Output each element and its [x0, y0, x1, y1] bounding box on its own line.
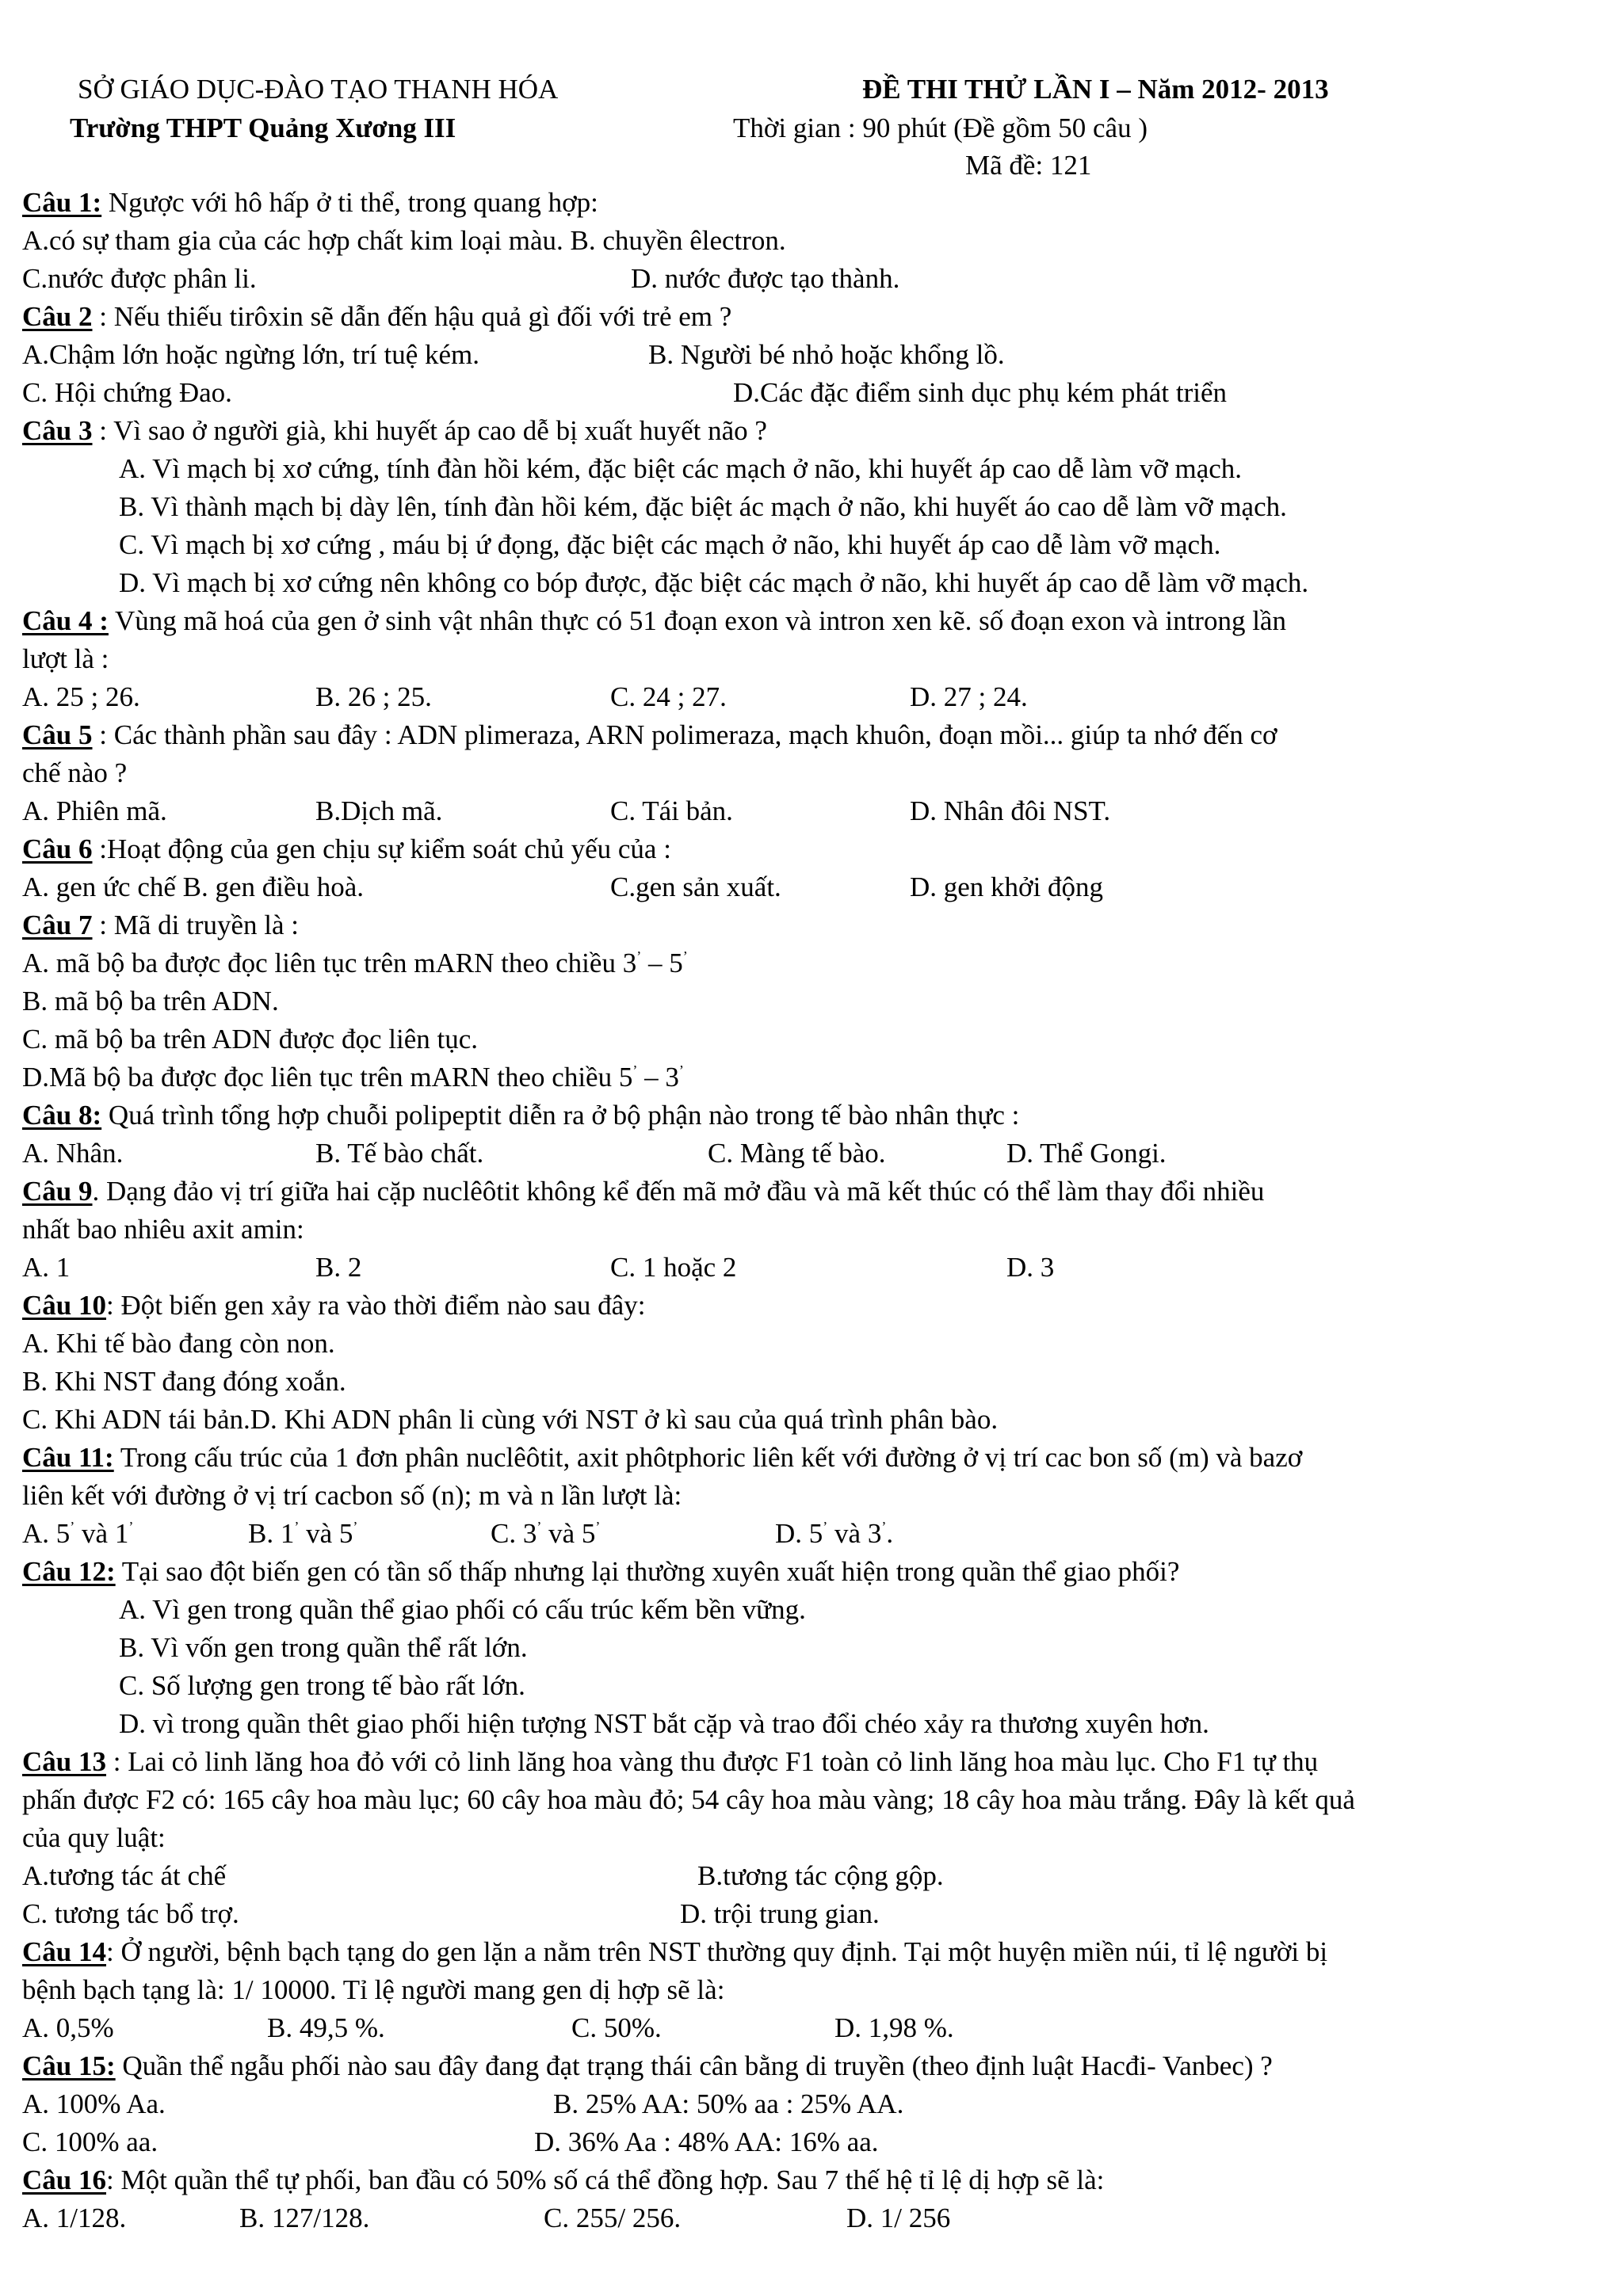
question-label: Câu 5 — [22, 719, 93, 750]
q3-option-a: A. Vì mạch bị xơ cứng, tính đàn hồi kém, đặc biệt các mạch ở não, khi huyết áp cao dễ làm vỡ mạch. — [119, 453, 1243, 484]
q11-option-a — [22, 1518, 133, 1550]
prime-mark: ’ — [353, 1519, 358, 1535]
prime-mark: ’ — [70, 1519, 75, 1535]
question-label: Câu 16 — [22, 2164, 106, 2195]
question-9-continued: nhất bao nhiêu axit amin: — [22, 1214, 304, 1245]
question-1 — [22, 187, 598, 219]
question-4 — [22, 605, 1286, 637]
q1-option-d: D. nước được tạo thành. — [631, 263, 900, 294]
q10-option-cd: C. Khi ADN tái bản.D. Khi ADN phân li cùng với NST ở kì sau của quá trình phân bào. — [22, 1404, 999, 1435]
q6-option-c: C.gen sản xuất. — [610, 871, 781, 902]
q4-option-b: B. 26 ; 25. — [315, 681, 432, 712]
q2-option-c: C. Hội chứng Đao. — [22, 377, 232, 408]
question-label: Câu 11: — [22, 1442, 114, 1473]
question-label: Câu 6 — [22, 833, 93, 864]
question-10 — [22, 1290, 645, 1322]
question-6 — [22, 833, 671, 865]
question-label: Câu 1: — [22, 187, 102, 218]
question-text: : Nếu thiếu tirôxin sẽ dẫn đến hậu quả gì đối với trẻ em ? — [92, 301, 732, 332]
question-text: : Vì sao ở người già, khi huyết áp cao dễ bị xuất huyết não ? — [92, 415, 767, 446]
department-heading: SỞ GIÁO DỤC-ĐÀO TẠO THANH HÓA — [78, 74, 559, 105]
q14-option-b: B. 49,5 %. — [267, 2012, 385, 2043]
q14-option-d: D. 1,98 %. — [834, 2012, 954, 2043]
q10-option-b: B. Khi NST đang đóng xoắn. — [22, 1366, 346, 1397]
prime-mark: ’ — [537, 1519, 542, 1535]
prime-mark: ’ — [294, 1519, 300, 1535]
question-label: Câu 10 — [22, 1290, 106, 1321]
question-13-continued: phấn được F2 có: 165 cây hoa màu lục; 60 cây hoa màu đỏ; 54 cây hoa màu vàng; 18 cây hoa màu trắng. Đây là kết quả — [22, 1784, 1355, 1815]
option-text: – 3 — [637, 1062, 679, 1093]
question-7 — [22, 910, 299, 941]
option-text: A. mã bộ ba được đọc liên tục trên mARN theo chiều 3 — [22, 948, 637, 978]
q15-option-c: C. 100% aa. — [22, 2126, 158, 2157]
question-text: Tại sao đột biến gen có tần số thấp nhưng lại thường xuyên xuất hiện trong quần thể giao phối? — [115, 1556, 1180, 1587]
q9-option-b: B. 2 — [315, 1252, 362, 1283]
question-label: Câu 13 — [22, 1746, 106, 1777]
q2-option-a: A.Chậm lớn hoặc ngừng lớn, trí tuệ kém. — [22, 339, 480, 370]
prime-mark: ’ — [128, 1519, 134, 1535]
q4-option-d: D. 27 ; 24. — [910, 681, 1028, 712]
q12-option-a: A. Vì gen trong quần thể giao phối có cấu trúc kếm bền vững. — [119, 1594, 806, 1625]
q15-option-b: B. 25% AA: 50% aa : 25% AA. — [553, 2088, 904, 2119]
question-label: Câu 8: — [22, 1100, 102, 1131]
q2-option-d: D.Các đặc điểm sinh dục phụ kém phát triển — [733, 377, 1228, 408]
q6-option-ab: A. gen ức chế B. gen điều hoà. — [22, 871, 365, 902]
question-text: Ngược với hô hấp ở ti thể, trong quang hợp: — [101, 187, 598, 218]
question-label: Câu 12: — [22, 1556, 116, 1587]
option-text: D. 5 — [775, 1518, 823, 1549]
question-16 — [22, 2164, 1104, 2196]
q6-option-d: D. gen khởi động — [910, 871, 1104, 902]
q2-option-b: B. Người bé nhỏ hoặc khổng lồ. — [648, 339, 1005, 370]
q13-option-c: C. tương tác bổ trợ. — [22, 1898, 239, 1929]
q7-option-b: B. mã bộ ba trên ADN. — [22, 986, 279, 1016]
question-14 — [22, 1936, 1327, 1968]
exam-duration: Thời gian : 90 phút (Đề gồm 50 câu ) — [733, 113, 1148, 143]
q1-option-c: C.nước được phân li. — [22, 263, 257, 294]
q7-option-a — [22, 948, 688, 979]
exam-code: Mã đề: 121 — [965, 150, 1092, 181]
q5-option-d: D. Nhân đôi NST. — [910, 795, 1111, 826]
q12-option-c: C. Số lượng gen trong tế bào rất lớn. — [119, 1670, 525, 1701]
q8-option-d: D. Thể Gongi. — [1006, 1138, 1167, 1169]
prime-mark: ’ — [636, 948, 642, 964]
q16-option-a: A. 1/128. — [22, 2203, 127, 2233]
q4-option-c: C. 24 ; 27. — [610, 681, 727, 712]
q9-option-a: A. 1 — [22, 1252, 71, 1283]
prime-mark: ’ — [632, 1062, 638, 1078]
q16-option-b: B. 127/128. — [239, 2203, 370, 2233]
prime-mark: ’ — [678, 1062, 684, 1078]
q13-option-a: A.tương tác át chế — [22, 1860, 227, 1891]
question-text: : Mã di truyền là : — [92, 910, 300, 940]
q7-option-d — [22, 1062, 684, 1093]
question-13 — [22, 1746, 1318, 1778]
question-5-continued: chế nào ? — [22, 757, 128, 788]
question-label: Câu 9 — [22, 1176, 93, 1207]
q13-option-b: B.tương tác cộng gộp. — [697, 1860, 944, 1891]
question-14-continued: bệnh bạch tạng là: 1/ 10000. Tỉ lệ người mang gen dị hợp sẽ là: — [22, 1974, 725, 2005]
question-label: Câu 14 — [22, 1936, 106, 1967]
q7-option-c: C. mã bộ ba trên ADN được đọc liên tục. — [22, 1024, 478, 1055]
question-3 — [22, 415, 767, 447]
question-text: : Lai cỏ linh lăng hoa đỏ với cỏ linh lăng hoa vàng thu được F1 toàn cỏ linh lăng hoa màu lục. Cho F1 tự thụ — [106, 1746, 1319, 1777]
q11-option-c — [491, 1518, 600, 1550]
q12-option-b: B. Vì vốn gen trong quần thể rất lớn. — [119, 1632, 528, 1663]
option-text: . — [886, 1518, 894, 1549]
q15-option-a: A. 100% Aa. — [22, 2088, 166, 2119]
question-text: . Dạng đảo vị trí giữa hai cặp nuclêôtit không kể đến mã mở đầu và mã kết thúc có thể làm thay đổi nhiều — [92, 1176, 1265, 1207]
option-text: và 5 — [541, 1518, 596, 1549]
question-text: Quần thể ngẫu phối nào sau đây đang đạt trạng thái cân bằng di truyền (theo định luật Hacđi- Vanbec) ? — [115, 2050, 1273, 2081]
question-12 — [22, 1556, 1179, 1588]
prime-mark: ’ — [682, 948, 688, 964]
prime-mark: ’ — [881, 1519, 887, 1535]
q9-option-c: C. 1 hoặc 2 — [610, 1252, 737, 1283]
option-text: B. 1 — [248, 1518, 295, 1549]
q5-option-a: A. Phiên mã. — [22, 795, 167, 826]
question-11 — [22, 1442, 1302, 1474]
question-label: Câu 2 — [22, 301, 93, 332]
q11-option-b — [248, 1518, 357, 1550]
question-5 — [22, 719, 1277, 751]
q16-option-d: D. 1/ 256 — [846, 2203, 951, 2233]
q8-option-b: B. Tế bào chất. — [315, 1138, 484, 1169]
q12-option-d: D. vì trong quần thêt giao phối hiện tượng NST bắt cặp và trao đổi chéo xảy ra thương xuyên hơn. — [119, 1708, 1209, 1739]
question-label: Câu 4 : — [22, 605, 109, 636]
question-2 — [22, 301, 731, 333]
q10-option-a: A. Khi tế bào đang còn non. — [22, 1328, 335, 1359]
option-text: A. 5 — [22, 1518, 71, 1549]
q15-option-d: D. 36% Aa : 48% AA: 16% aa. — [534, 2126, 879, 2157]
q3-option-d: D. Vì mạch bị xơ cứng nên không co bóp được, đặc biệt các mạch ở não, khi huyết áp cao dễ làm vỡ mạch. — [119, 567, 1309, 598]
option-text: và 3 — [827, 1518, 882, 1549]
question-13-continued-2: của quy luật: — [22, 1822, 166, 1853]
q11-option-d — [775, 1518, 893, 1550]
exam-title: ĐỀ THI THỬ LẦN I – Năm 2012- 2013 — [862, 74, 1329, 105]
school-name: Trường THPT Quảng Xương III — [70, 113, 456, 143]
question-text: : Đột biến gen xảy ra vào thời điểm nào sau đây: — [106, 1290, 646, 1321]
question-label: Câu 3 — [22, 415, 93, 446]
q8-option-c: C. Màng tế bào. — [708, 1138, 886, 1169]
option-text: C. 3 — [491, 1518, 537, 1549]
q3-option-c: C. Vì mạch bị xơ cứng , máu bị ứ đọng, đặc biệt các mạch ở não, khi huyết áp cao dễ làm vỡ mạch. — [119, 529, 1221, 560]
option-text: D.Mã bộ ba được đọc liên tục trên mARN theo chiều 5 — [22, 1062, 633, 1093]
question-9 — [22, 1176, 1264, 1207]
question-11-continued: liên kết với đường ở vị trí cacbon số (n); m và n lần lượt là: — [22, 1480, 682, 1511]
question-label: Câu 15: — [22, 2050, 116, 2081]
q16-option-c: C. 255/ 256. — [544, 2203, 682, 2233]
option-text: – 5 — [641, 948, 683, 978]
q14-option-c: C. 50%. — [571, 2012, 662, 2043]
q14-option-a: A. 0,5% — [22, 2012, 114, 2043]
q9-option-d: D. 3 — [1006, 1252, 1055, 1283]
question-text: : Các thành phần sau đây : ADN plimeraza, ARN polimeraza, mạch khuôn, đoạn mồi... giúp ta nhớ đến cơ — [92, 719, 1277, 750]
question-text: : Một quần thể tự phối, ban đầu có 50% số cá thể đồng hợp. Sau 7 thế hệ tỉ lệ dị hợp sẽ là: — [106, 2164, 1105, 2195]
question-text: Trong cấu trúc của 1 đơn phân nuclêôtit, axit phôtphoric liên kết với đường ở vị trí cac bon số (m) và bazơ — [113, 1442, 1303, 1473]
prime-mark: ’ — [595, 1519, 601, 1535]
question-text: Quá trình tổng hợp chuỗi polipeptit diễn ra ở bộ phận nào trong tế bào nhân thực : — [101, 1100, 1020, 1131]
q1-option-ab: A.có sự tham gia của các hợp chất kim loại màu. B. chuyền êlectron. — [22, 225, 786, 256]
question-text: :Hoạt động của gen chịu sự kiểm soát chủ yếu của : — [92, 833, 671, 864]
question-text: : Ở người, bệnh bạch tạng do gen lặn a nằm trên NST thường quy định. Tại một huyện miền núi, tỉ lệ người bị — [106, 1936, 1328, 1967]
q13-option-d: D. trội trung gian. — [680, 1898, 880, 1929]
question-text: Vùng mã hoá của gen ở sinh vật nhân thực có 51 đoạn exon và intron xen kẽ. số đoạn exon và introng lần — [108, 605, 1286, 636]
question-8 — [22, 1100, 1019, 1131]
option-text: và 5 — [299, 1518, 353, 1549]
prime-mark: ’ — [823, 1519, 828, 1535]
question-15 — [22, 2050, 1273, 2082]
q8-option-a: A. Nhân. — [22, 1138, 124, 1169]
option-text: và 1 — [74, 1518, 129, 1549]
q4-option-a: A. 25 ; 26. — [22, 681, 140, 712]
question-label: Câu 7 — [22, 910, 93, 940]
q5-option-b: B.Dịch mã. — [315, 795, 443, 826]
q3-option-b: B. Vì thành mạch bị dày lên, tính đàn hồi kém, đặc biệt ác mạch ở não, khi huyết áo cao dễ làm vỡ mạch. — [119, 491, 1287, 522]
question-4-continued: lượt là : — [22, 643, 109, 674]
q5-option-c: C. Tái bản. — [610, 795, 733, 826]
